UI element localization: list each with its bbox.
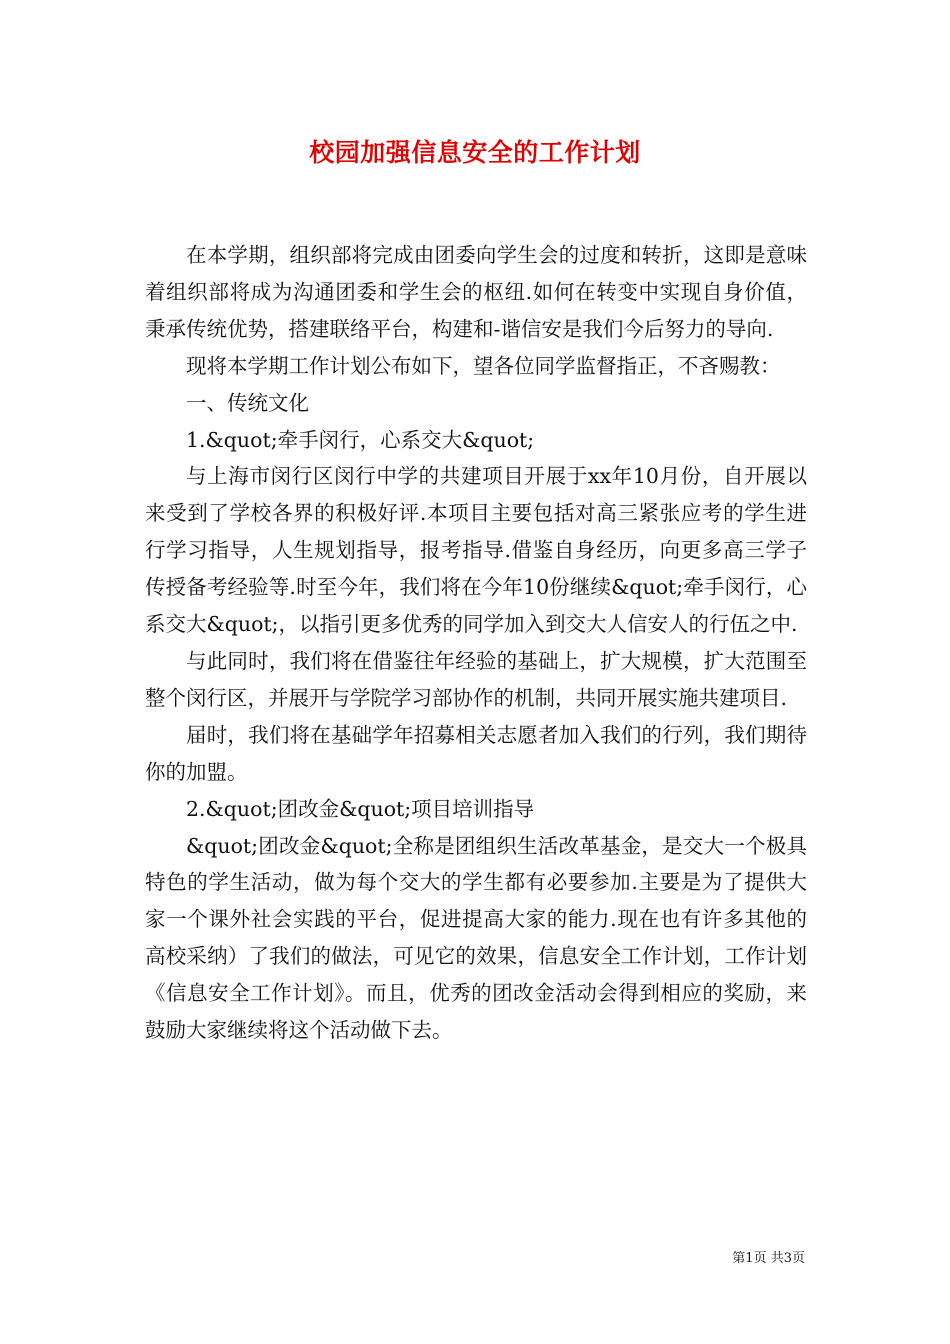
footer-current-page: 1 [745,1251,754,1266]
section-heading-traditional-culture: 一、传统文化 [186,390,309,415]
paragraph-tuangaijin: &quot;团改金&quot;全称是团组织生活改革基金，是交大一个极具特色的学生活动，做为每个交大的学生都有必要参加.主要是为了提供大家一个课外社会实践的平台，促进提高大家的能力.现在也有许多其他的高校采纳）了我们的做法，可见它的效果，信息安全工作计划，工作计划《信息安全工作计划》。而且，优秀的团改金活动会得到相应的奖励，来鼓励大家继续将这个活动做下去。 [145,833,807,1043]
item-heading-2: 2.&quot;团改金&quot;项目培训指导 [186,796,535,821]
item-heading-1: 1.&quot;牵手闵行，心系交大&quot; [186,427,535,452]
paragraph-expansion: 与此同时，我们将在借鉴往年经验的基础上，扩大规模，扩大范围至整个闵行区，并展开与学院学习部协作的机制，共同开展实施共建项目. [145,648,807,710]
paragraph-project-description: 与上海市闵行区闵行中学的共建项目开展于xx年10月份，自开展以来受到了学校各界的积极好评.本项目主要包括对高三紧张应考的学生进行学习指导，人生规划指导，报考指导.借鉴自身经历，向更多高三学子传授备考经验等.时至今年，我们将在今年10份继续&quot;牵手闵行，心系交大&quot;，以指引更多优秀的同学加入到交大人信安人的行伍之中. [145,464,807,637]
paragraph-intro: 在本学期，组织部将完成由团委向学生会的过度和转折，这即是意味着组织部将成为沟通团委和学生会的枢纽.如何在转变中实现自身价值，秉承传统优势，搭建联络平台，构建和-谐信安是我们今后努力的导向. [145,243,807,341]
footer-prefix: 第 [732,1251,746,1266]
document-title: 校园加强信息安全的工作计划 [309,138,641,167]
footer-total-pages: 3 [783,1251,792,1266]
paragraph-announcement: 现将本学期工作计划公布如下，望各位同学监督指正，不吝赐教： [186,353,781,378]
footer-middle: 页 共 [753,1251,784,1266]
page-number-footer [732,1247,805,1266]
document-body [145,237,807,1049]
footer-suffix: 页 [791,1251,805,1266]
paragraph-recruitment: 届时，我们将在基础学年招募相关志愿者加入我们的行列，我们期待你的加盟。 [145,722,807,784]
